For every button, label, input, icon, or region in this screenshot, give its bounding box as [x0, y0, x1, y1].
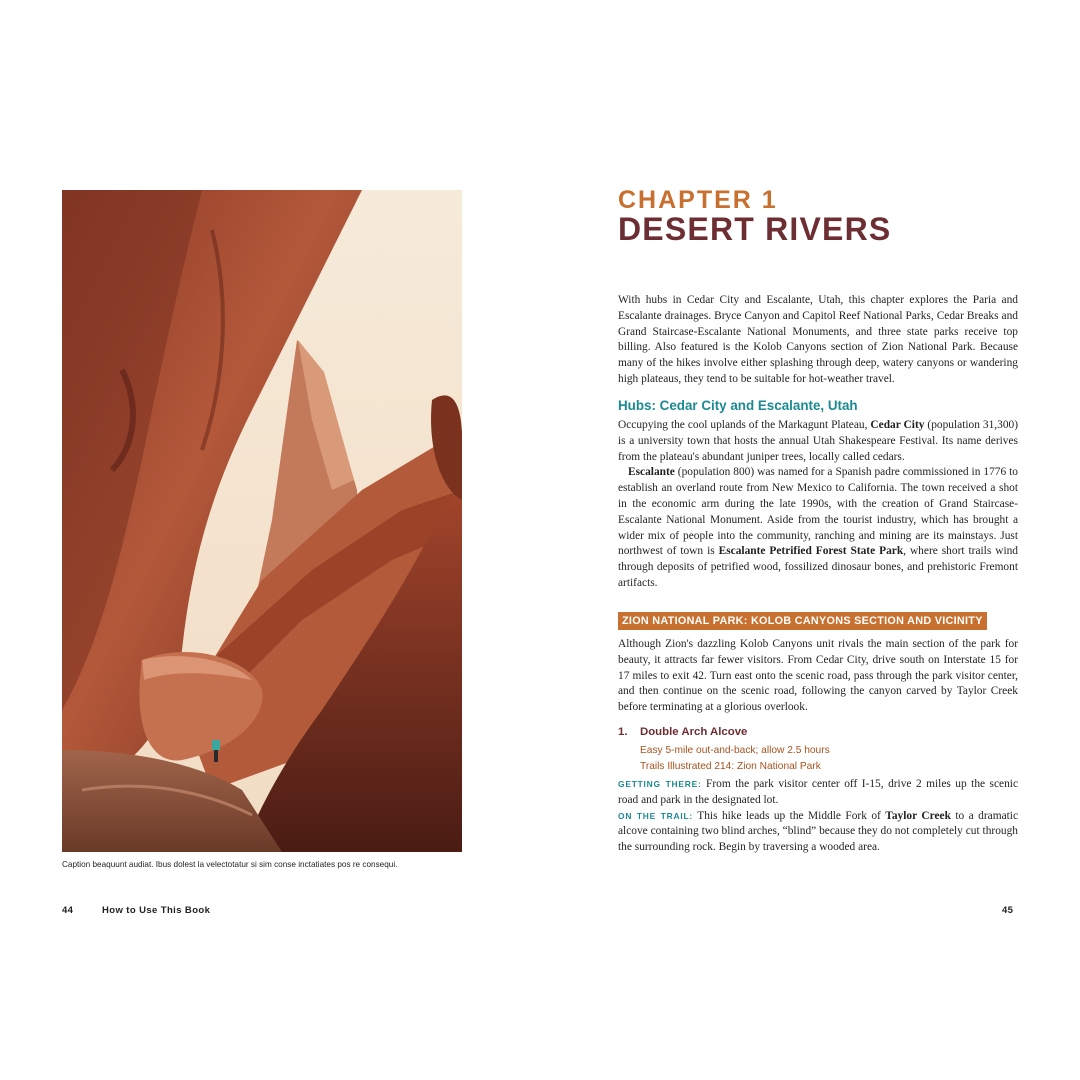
- section-banner: ZION NATIONAL PARK: KOLOB CANYONS SECTION AND VICINITY: [618, 612, 987, 630]
- cedar-city-term: Cedar City: [870, 419, 925, 431]
- hubs-section: [618, 418, 1018, 592]
- escalante-term: Escalante: [628, 466, 675, 479]
- chapter-title: DESERT RIVERS: [618, 211, 892, 247]
- canyon-illustration: [62, 190, 462, 852]
- hike-title: [618, 726, 747, 738]
- getting-there-paragraph: GETTING THERE: From the park visitor center off I-15, drive 2 miles up the scenic road and park in the designated lot.: [618, 778, 1019, 806]
- zion-paragraph: Although Zion's dazzling Kolob Canyons unit rivals the main section of the park for beauty, it attracts far fewer visitors. From Cedar City, drive south on Interstate 15 for 17 miles to exit 42. Turn east onto the scenic road, pass through the park visitor center, and then continue on the scenic road, following the canyon carved by Taylor Creek before terminating at a glorious overlook.: [618, 638, 1018, 714]
- hike-name: Double Arch Alcove: [640, 726, 748, 738]
- hubs-paragraph-cedar-city: Occupying the cool uplands of the Markagunt Plateau, Cedar City (population 31,300) is a university town that hosts the annual Utah Shakespeare Festival. Its name derives from the plateau's abundant juniper trees, locally called cedars.: [618, 419, 1019, 463]
- taylor-creek-term: Taylor Creek: [885, 809, 951, 822]
- folio-left: 44: [62, 905, 74, 916]
- folio-right: 45: [1002, 905, 1014, 916]
- hike-map: Trails Illustrated 214: Zion National Park: [640, 761, 821, 772]
- running-head: How to Use This Book: [102, 905, 211, 916]
- hike-body: [618, 777, 1018, 856]
- photo-caption: Caption beaquunt audiat. Ibus dolest la velectotatur si sim conse inctatiates pos re consequi.: [62, 860, 398, 869]
- hike-info: [640, 743, 830, 775]
- on-the-trail-paragraph: ON THE TRAIL: This hike leads up the Middle Fork of Taylor Creek to a dramatic alcove containing two blind arches, “blind” because they do not completely cut through the surrounding rock. Begin by traversing a wooded area.: [618, 809, 1019, 854]
- hubs-paragraph-escalante: Escalante (population 800) was named for a Spanish padre commissioned in 1776 to establish an overland route from New Mexico to California. The town received a shot in the economic arm during the late 1990s, with the creation of Grand Staircase-Escalante National Monument. Aside from the tourist industry, which has brought a wider mix of people into the community, ranching and mining are its mainstays. Just northwest of town is Escalante Petrified Forest State Park, where short trails wind through deposits of petrified wood, fossilized dinosaur bones, and prehistoric Fremont artifacts.: [618, 466, 1018, 589]
- hike-difficulty: Easy 5-mile out-and-back; allow 2.5 hours: [640, 745, 830, 756]
- hike-number: 1.: [618, 726, 628, 738]
- on-the-trail-label: ON THE TRAIL:: [618, 810, 694, 821]
- hubs-heading: Hubs: Cedar City and Escalante, Utah: [618, 398, 858, 413]
- getting-there-label: GETTING THERE:: [618, 779, 702, 789]
- intro-paragraph: With hubs in Cedar City and Escalante, Utah, this chapter explores the Paria and Escalante drainages. Bryce Canyon and Capitol Reef National Parks, Cedar Breaks and Grand Staircase-Escalante National Monuments, and three state parks receive top billing. Also featured is the Kolob Canyons section of Zion National Park. Because many of the hikes involve either splashing through deep, watery canyons or wandering high plateaus, they tend to be suitable for hot-weather travel.: [618, 294, 1018, 385]
- chapter-label: CHAPTER 1: [618, 186, 778, 214]
- petrified-forest-term: Escalante Petrified Forest State Park: [718, 545, 904, 558]
- canyon-photo: [62, 190, 462, 852]
